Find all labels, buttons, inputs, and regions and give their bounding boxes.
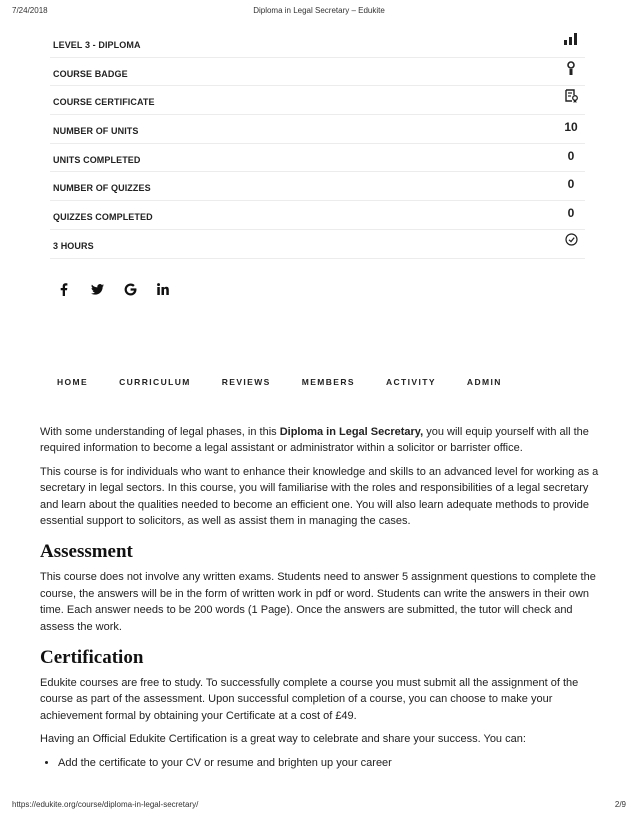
facebook-icon[interactable] [57,282,71,296]
info-row-quizzes [50,172,585,201]
units-label: NUMBER OF UNITS [53,125,139,136]
benefits-list [40,755,600,771]
google-icon[interactable] [123,282,137,296]
social-share [57,282,170,296]
course-description [40,424,600,771]
units-completed-label: UNITS COMPLETED [53,154,141,165]
nav-members[interactable]: MEMBERS [301,377,355,387]
description-paragraph: This course is for individuals who want to enhance their knowledge and skills to an advanced level for working as a secretary in legal sectors. In this course, you will familiarise with the roles and responsibilities of a legal secretary and learn about the qualities needed to become an efficient one. You will also learn adequate methods to provide essential support to solicitors, as well as assist them in managing the cases. [40,465,599,528]
print-date: 7/24/2018 [12,6,48,15]
assessment-paragraph: This course does not involve any written exams. Students need to answer 5 assignment questions to complete the course, the answers will be in the form of written work in pdf or word. Students can write the answers in their own time. Each answer needs to be 200 words (1 Page). Once the answers are submitted, the tutor will check and assess the work. [40,571,596,633]
clock-icon [559,233,583,246]
course-info-table [50,29,585,259]
linkedin-icon[interactable] [156,282,170,296]
certificate-icon [559,89,583,103]
units-completed-value: 0 [567,148,575,163]
units-value: 10 [564,119,578,134]
bar-chart-icon [559,33,583,45]
intro-paragraph: With some understanding of legal phases, in this Diploma in Legal Secretary, you will equip yourself with all the required information to become a legal assistant or administrator within a solicitor or barrister office. [40,426,589,455]
certification-paragraph-2: Having an Official Edukite Certification is a great way to celebrate and share your success. You can: [40,733,526,746]
nav-admin[interactable]: ADMIN [466,377,502,387]
quizzes-value: 0 [567,177,575,192]
quizzes-completed-value: 0 [567,205,575,220]
print-url: https://edukite.org/course/diploma-in-legal-secretary/ [12,800,199,809]
course-name: Diploma in Legal Secretary, [279,426,424,438]
level-label: LEVEL 3 - DIPLOMA [53,39,141,50]
info-row-duration [50,230,585,259]
info-row-units [50,115,585,144]
nav-activity[interactable]: ACTIVITY [385,377,436,387]
print-page-number: 2/9 [614,800,626,809]
certification-heading: Certification [40,647,144,669]
badge-icon [559,61,583,75]
badge-label: COURSE BADGE [53,68,128,79]
assessment-heading: Assessment [40,541,133,563]
nav-home[interactable]: HOME [57,377,89,387]
info-row-quizzes-completed [50,201,585,230]
print-title: Diploma in Legal Secretary – Edukite [253,6,385,15]
quizzes-label: NUMBER OF QUIZZES [53,183,151,194]
nav-curriculum[interactable]: CURRICULUM [119,377,191,387]
nav-reviews[interactable]: REVIEWS [221,377,271,387]
course-nav [57,377,533,387]
duration-label: 3 HOURS [53,240,94,251]
twitter-icon[interactable] [90,282,104,296]
info-row-certificate [50,86,585,115]
info-row-level [50,29,585,58]
list-item: • Add the certificate to your CV or resume and brighten up your career [58,755,600,771]
quizzes-completed-label: QUIZZES COMPLETED [53,211,153,222]
info-row-units-completed [50,144,585,173]
certification-paragraph: Edukite courses are free to study. To successfully complete a course you must submit all the assignment of the course as part of the assessment. Upon successful completion of a course, you can choose to make your achievement formal by obtaining your Certificate at a cost of £49. [40,677,579,722]
certificate-label: COURSE CERTIFICATE [53,97,155,108]
info-row-badge [50,58,585,87]
